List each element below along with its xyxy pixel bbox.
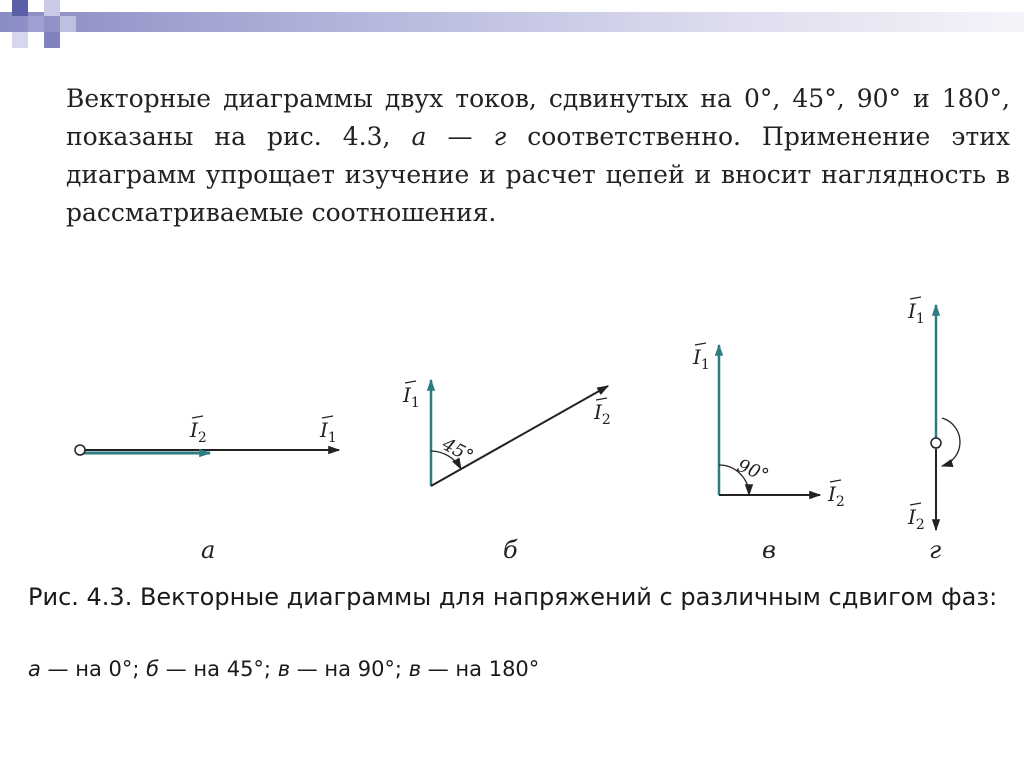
- origin-point: [931, 438, 941, 448]
- vector-subscript: 2: [835, 494, 845, 510]
- vector-subscript: 1: [915, 311, 925, 327]
- vector-i1-label: [319, 418, 337, 446]
- figure-caption-legend: [28, 654, 1008, 684]
- vector-subscript: 1: [327, 430, 337, 446]
- vector-i2-label: [189, 418, 207, 446]
- vector-symbol: I: [828, 482, 836, 506]
- vector-subscript: 2: [601, 412, 611, 428]
- vector-i1-label: [402, 383, 420, 411]
- diagram-a: [75, 416, 339, 564]
- vector-symbol: I: [190, 418, 198, 442]
- paragraph-text: соответственно. Применение этих диаграмм упрощает изучение и расчет цепей и вносит наглядность в рассматриваемые соотношения.: [66, 122, 1010, 227]
- angle-label-45: 45°: [438, 433, 477, 468]
- paragraph-italic-letter: г: [493, 122, 507, 151]
- diagram-b: [402, 380, 611, 564]
- paragraph-text: Векторные диаграммы двух токов, сдвинутых на 0°, 45°, 90° и 180°, показаны на рис. 4.3,: [66, 84, 1010, 151]
- panel-letter-a: а: [201, 536, 216, 564]
- caption-item-text: — на 180°: [421, 657, 540, 681]
- vector-subscript: 2: [197, 430, 207, 446]
- vector-i2-label: [907, 505, 925, 533]
- origin-point: [75, 445, 85, 455]
- vector-symbol: I: [908, 505, 916, 529]
- caption-letter: б: [146, 657, 160, 681]
- paragraph-italic-letter: а: [411, 122, 427, 151]
- vector-symbol: I: [403, 383, 411, 407]
- panel-letter-g: г: [929, 536, 942, 564]
- caption-letter: в: [408, 657, 422, 681]
- vector-subscript: 1: [410, 395, 420, 411]
- panel-letter-b: б: [503, 536, 518, 564]
- vector-i2-label: [593, 400, 611, 428]
- vector-symbol: I: [908, 299, 916, 323]
- vector-subscript: 2: [915, 517, 925, 533]
- caption-item-text: — на 90°;: [290, 657, 409, 681]
- caption-letter: а: [28, 657, 41, 681]
- vector-symbol: I: [693, 345, 701, 369]
- vector-subscript: 1: [700, 357, 710, 373]
- diagram-v: [692, 343, 845, 564]
- caption-item-text: — на 0°;: [40, 657, 147, 681]
- caption-item-text: — на 45°;: [159, 657, 278, 681]
- angle-arc: [942, 418, 960, 466]
- angle-label-90: 90°: [734, 455, 772, 487]
- vector-symbol: I: [594, 400, 602, 424]
- vector-i2-label: [827, 482, 845, 510]
- vector-i1-label: [692, 345, 710, 373]
- panel-letter-v: в: [762, 536, 776, 564]
- vector-i1-label: [907, 299, 925, 327]
- vector-symbol: I: [320, 418, 328, 442]
- paragraph-dash: —: [426, 122, 494, 151]
- diagram-g: [907, 297, 960, 564]
- caption-letter: в: [277, 657, 291, 681]
- figure-caption-title: Рис. 4.3. Векторные диаграммы для напряжений с различным сдвигом фаз:: [28, 583, 998, 611]
- vector-i2-arrow: [431, 386, 608, 486]
